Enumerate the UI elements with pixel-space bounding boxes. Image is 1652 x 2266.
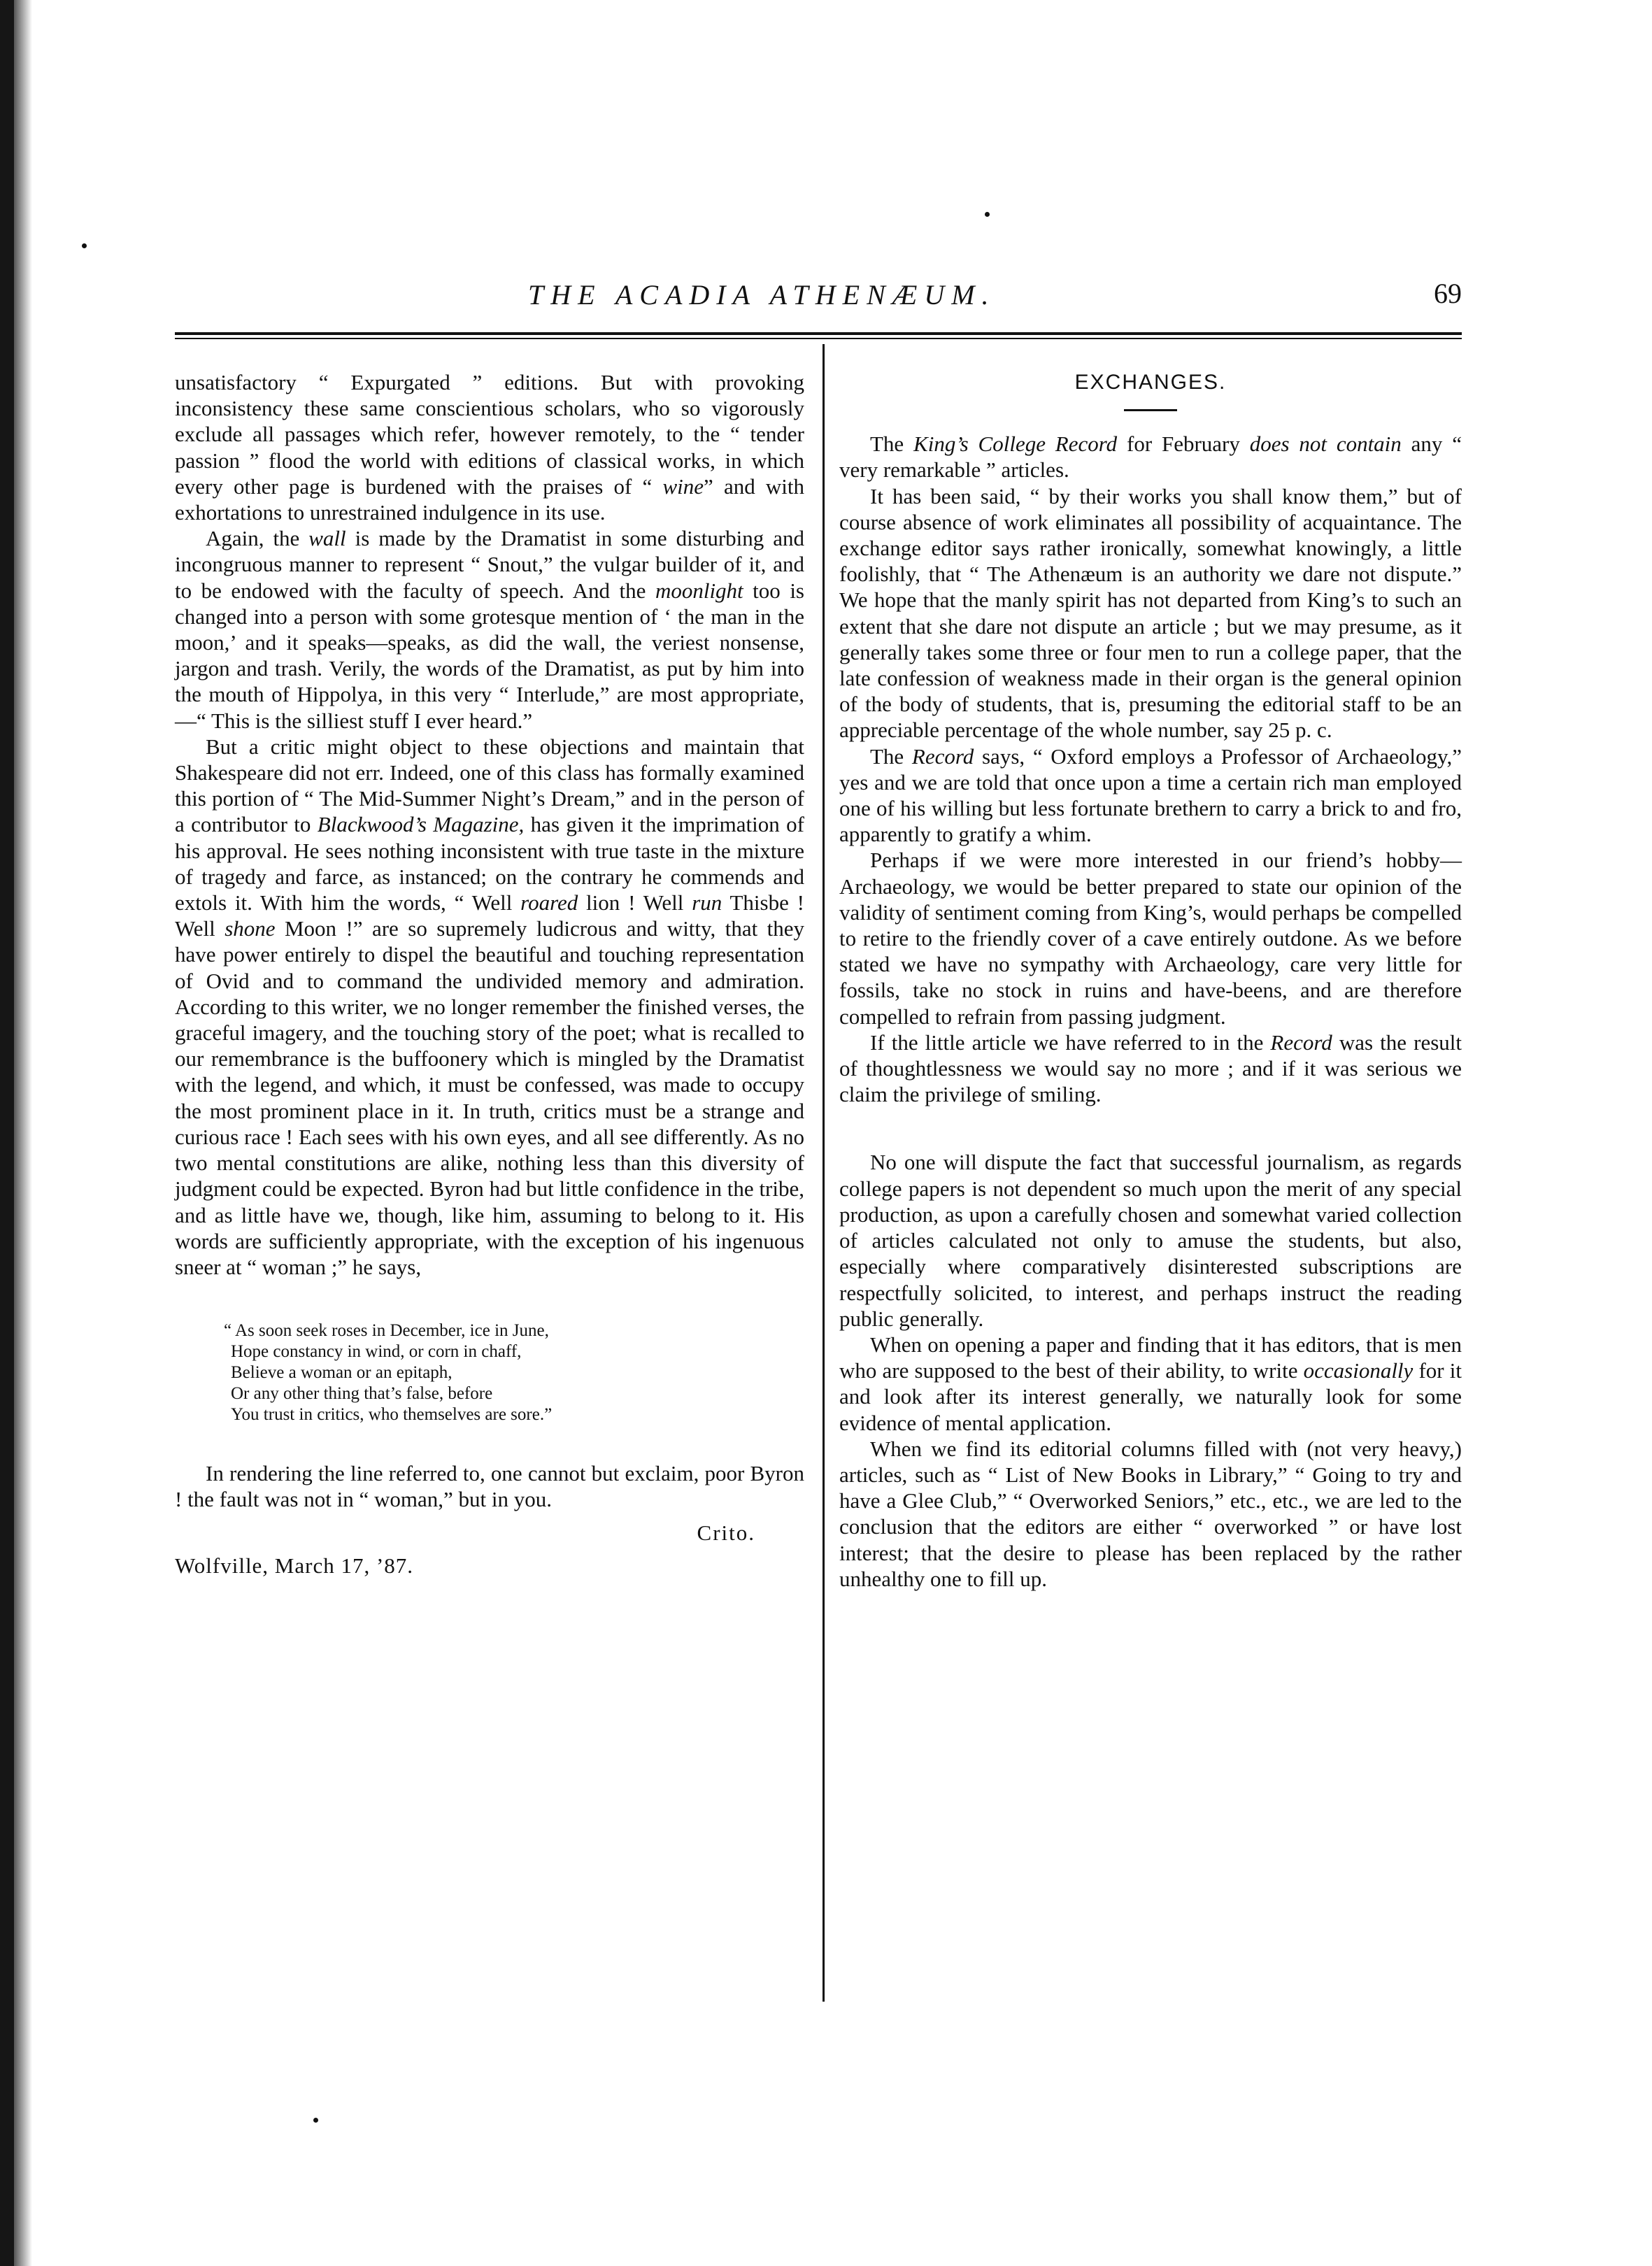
page-number: 69 [1434, 278, 1462, 309]
print-speck [985, 212, 990, 217]
verse-line: Or any other thing that’s false, before [231, 1384, 493, 1404]
verse-line: Hope constancy in wind, or corn in chaff, [231, 1342, 522, 1362]
verse-line: Believe a woman or an epitaph, [231, 1363, 453, 1383]
article-paragraph: Perhaps if we were more interested in our friend’s hobby—Archaeology, we would be better prepared to state our opinion of the validity of sentiment coming from King’s, would perhaps be compelled to retire to the friendly cover of a cave entirely outdone. As we before stated we have no sympathy with Archaeology, care very little for fossils, take no stock in ruins and have-beens, and are therefore compelled to refrain from passing judgment. [839, 848, 1462, 1029]
author-signature: Crito. [697, 1520, 755, 1545]
article-paragraph: When we find its editorial columns filled with (not very heavy,) articles, such as “ List of New Books in Library,” “ Going to try and have a Glee Club,” “ Overworked Seniors,” etc., etc., we are led to the conclusion that the editors are either “ overworked ” or have lost interest; that the desire to please has been replaced by the rather unhealthy one to fill up. [839, 1436, 1462, 1591]
article-paragraph: The King’s College Record for February does not contain any “ very remarkable ” articles. [839, 432, 1462, 483]
running-head [175, 266, 1462, 322]
print-speck [313, 2118, 318, 2123]
article-paragraph: unsatisfactory “ Expurgated ” editions. But with provoking inconsistency these same conscientious scholars, who so vigorously exclude all passages which refer, however remotely, to the “ tender passion ” flood the world with editions of classical works, in which every other page is burdened with the praises of “ wine” and with exhortations to unrestrained indulgence in its use. [175, 370, 804, 525]
running-title: THE ACADIA ATHENÆUM. [528, 279, 996, 311]
header-rule-thin [175, 338, 1462, 339]
column-divider [823, 344, 825, 2002]
article-paragraph: If the little article we have referred to in the Record was the result of thoughtlessness we would say no more ; and if it was serious we claim the privilege of smiling. [839, 1029, 1462, 1107]
section-title: EXCHANGES. [1074, 371, 1227, 394]
section-gap [839, 1107, 1462, 1149]
binding-edge [0, 0, 14, 2266]
article-paragraph: It has been said, “ by their works you shall know them,” but of course absence of work eliminates all possibility of acquaintance. The exchange editor says rather ironically, somewhat knowingly, a little foolishly, that “ The Athenæum is an authority we dare not dispute.” We hope that the manly spirit has not departed from King’s to such an extent that she dare not dispute an article ; but we may presume, as it generally takes some three or four men to run a college paper, that the late confession of weakness made in their organ is the general opinion of the body of students, that is, presuming the editorial staff to be an appreciable percentage of the whole number, say 25 p. c. [839, 483, 1462, 743]
article-paragraph: But a critic might object to these objections and maintain that Shakespeare did not err. Indeed, one of this class has formally examined this portion of “ The Mid-Summer Night’s Dream,” and in the person of a contributor to Blackwood’s Magazine, has given it the imprimation of his approval. He sees nothing inconsistent with true taste in the mixture of tragedy and farce, as instanced; on the contrary he commends and extols it. With him the words, “ Well roared lion ! Well run Thisbe ! Well shone Moon !” are so supremely ludicrous and witty, that they have power entirely to dispel the beautiful and touching representation of Ovid and to command the undivided memory and admiration. According to this writer, we no longer remember the finished verses, the graceful imagery, and the touching story of the poet; what is recalled to our remembrance is the buffoonery which is mingled by the Dramatist with the legend, and which, it must be confessed, was made to occupy the most prominent place in it. In truth, critics must be a strange and curious race ! Each sees with his own eyes, and all see differently. As no two mental constitutions are alike, nothing less than this diversity of judgment could be expected. Byron had but little confidence in the tribe, and as little have we, though, like him, assuming to belong to it. His words are sufficiently appropriate, with the exception of his ingenuous sneer at “ woman ;” he says, [175, 734, 804, 1279]
section-rule [1124, 409, 1177, 411]
article-paragraph: The Record says, “ Oxford employs a Professor of Archaeology,” yes and we are told that once upon a time a certain rich man employed one of his willing but less fortunate brethern to carry a brick to and fro, apparently to gratify a whim. [839, 743, 1462, 847]
right-column [839, 369, 1462, 1592]
dateline: Wolfville, March 17, ’87. [175, 1553, 414, 1578]
header-rule [175, 332, 1462, 335]
print-speck [82, 243, 87, 248]
article-paragraph: No one will dispute the fact that successful journalism, as regards college papers is not dependent so much upon the merit of any special production, as upon a carefully chosen and somewhat varied collection of articles calculated not only to amuse the students, but also, especially where comparatively disinterested subscriptions are respectfully solicited, to interest, and perhaps instruct the reading public generally. [839, 1150, 1462, 1331]
verse-quotation [224, 1320, 804, 1425]
article-paragraph: When on opening a paper and finding that it has editors, that is men who are supposed to the best of their ability, to write occasionally for it and look after its interest generally, we naturally look for some evidence of mental application. [839, 1332, 1462, 1435]
binding-shadow [14, 0, 32, 2266]
verse-line: “ As soon seek roses in December, ice in June, [224, 1321, 549, 1341]
article-paragraph: Again, the wall is made by the Dramatist in some disturbing and incongruous manner to represent “ Snout,” the vulgar builder of it, and to be endowed with the faculty of speech. And the moonlight too is changed into a person with some grotesque mention of ‘ the man in the moon,’ and it speaks—speaks, as did the wall, the veriest nonsense, jargon and trash. Verily, the words of the Dramatist, as put by him into the mouth of Hippolya, in this very “ Interlude,” are most appropriate,—“ This is the silliest stuff I ever heard.” [175, 526, 804, 733]
verse-line: You trust in critics, who themselves are sore.” [231, 1405, 553, 1425]
left-column [175, 369, 804, 1579]
article-paragraph: In rendering the line referred to, one cannot but exclaim, poor Byron ! the fault was not in “ woman,” but in you. [175, 1461, 804, 1512]
